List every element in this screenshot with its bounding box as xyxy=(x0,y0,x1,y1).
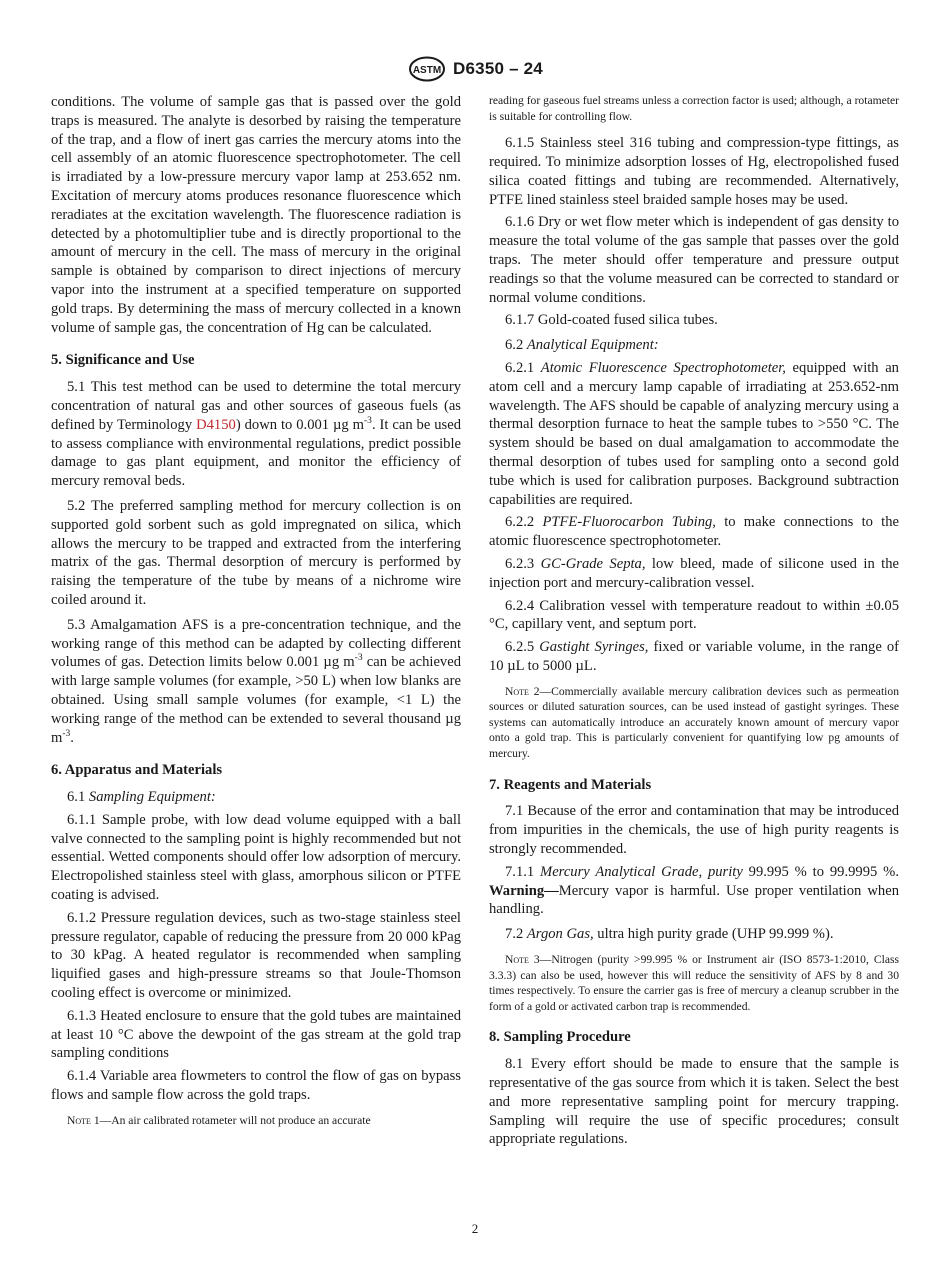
para-7-1-1: 7.1.1 Mercury Analytical Grade, purity 99.995 % to 99.9995 %. Warning—Mercury vapor is harmful. Use proper ventilation when handling. xyxy=(489,863,899,918)
para-6-2: 6.2 Analytical Equipment: xyxy=(505,337,659,354)
document-designation: D6350 – 24 xyxy=(453,59,543,78)
para-6-1-2: 6.1.2 Pressure regulation devices, such as two-stage stainless steel pressure regulator, capable of reducing the pressure from 20 000 kPag to 30 kPag. A heated regulator is recommended when sampling liquified gases and high-pressure streams so that Joule-Thomson cooling effect is overcome or minimized. xyxy=(51,909,461,1002)
para-6-1-7: 6.1.7 Gold-coated fused silica tubes. xyxy=(505,312,718,329)
svg-text:ASTM: ASTM xyxy=(412,65,442,76)
para-7-2: 7.2 Argon Gas, ultra high purity grade (UHP 99.999 %). xyxy=(505,926,834,943)
note-2: Note 2—Commercially available mercury calibration devices such as permeation sources or diluted saturation sources, can be used instead of gastight syringes. These systems can automatically introduce an accurately known amount of mercury vapor onto a gold trap. This is particularly convenient for quantifying low pg amounts of mercury. xyxy=(489,684,899,761)
section-7-heading: 7. Reagents and Materials xyxy=(489,776,652,793)
para-6-1-6: 6.1.6 Dry or wet flow meter which is independent of gas density to measure the total volume of the gas sample that passes over the gold traps. The meter should offer temperature and pressure output readings so that the volume measured can be corrected to standard or normal volume conditions. xyxy=(489,214,899,306)
para-6-1-3: 6.1.3 Heated enclosure to ensure that the gold tubes are maintained at least 10 °C above the dewpoint of the gas stream at the gold trap sampling conditions xyxy=(51,1007,461,1062)
section-8-heading: 8. Sampling Procedure xyxy=(489,1029,631,1046)
right-column xyxy=(489,93,899,1153)
intro-paragraph: conditions. The volume of sample gas that is passed over the gold traps is measured. The analyte is desorbed by raising the temperature of the trap, and a flow of inert gas carries the mercury atoms into the cell assembly of an atomic fluorescence spectrophotometer. The cell is irradiated by a low-pressure mercury vapor lamp at 253.652 nm. Excitation of mercury atoms produces resonance fluorescence which reradiates at the excitation wavelength. The fluorescence radiation is detected by a photomultiplier tube and is directly proportional to the amount of mercury in the cell. The mass of mercury in the original sample is obtained by comparison to direct injections of mercury vapor into the instrument at a specified temperature on supported gold traps. By determining the mass of mercury collected in a known volume of sample gas, the concentration of Hg can be calculated. xyxy=(51,94,461,336)
para-6-1-4: 6.1.4 Variable area flowmeters to control the flow of gas on bypass flows and sample flow across the gold traps. xyxy=(51,1068,461,1104)
astm-logo-icon xyxy=(407,56,447,82)
para-6-2-3: 6.2.3 GC-Grade Septa, low bleed, made of silicone used in the injection port and mercury-calibration vessel. xyxy=(489,555,899,591)
para-5-3: 5.3 Amalgamation AFS is a pre-concentration technique, and the working range of this method can be adapted by collecting different volumes of gas. Detection limits below 0.001 µg $m^{-3}$ can be achieved with large sample volumes (for example, >50 L) when low blanks are obtained. Using small sample volumes (for example, <1 L) the working range of the method can be extended to several thousand µg $m^{-3}$. xyxy=(51,616,462,746)
note-1-continued: reading for gaseous fuel streams unless a correction factor is used; although, a rotameter is suitable for controlling flow. xyxy=(489,94,899,123)
note-3: Note 3—Nitrogen (purity >99.995 % or Instrument air (ISO 8573-1:2010, Class 3.3.3) can also be used, however this will reduce the sensitivity of AFS by 8 and 30 times respectively. To ensure the carrier gas is free of mercury a cleanup scrubber in the form of a gold or activated carbon trap is recommended. xyxy=(489,953,899,1013)
para-6-2-5: 6.2.5 Gastight Syringes, fixed or variable volume, in the range of 10 µL to 5000 µL. xyxy=(489,639,899,674)
left-column xyxy=(51,93,461,1138)
section-5-heading: 5. Significance and Use xyxy=(51,352,195,369)
para-5-1: 5.1 This test method can be used to determine the total mercury concentration of natural gas and other sources of gaseous fuels (as defined by Terminology D4150) down to 0.001 µg $m^{-3}$. It can be used to assess compliance with environmental regulations, predict possible damage to gas plant equipment, and monitor the efficiency of mercury removal beds. xyxy=(51,379,462,490)
para-6-2-2: 6.2.2 PTFE-Fluorocarbon Tubing, to make connections to the atomic fluorescence spectrophotometer. xyxy=(489,514,899,550)
page-header xyxy=(0,56,950,82)
para-6-1-5: 6.1.5 Stainless steel 316 tubing and compression-type fittings, as required. To minimize adsorption losses of Hg, electropolished fused silica coated fittings and tubing are recommended. Alternatively, PTFE lined stainless steel braided sample hoses may be used. xyxy=(489,135,899,208)
para-6-1: 6.1 Sampling Equipment: xyxy=(67,789,216,806)
note-1: Note 1—An air calibrated rotameter will not produce an accurate xyxy=(67,1113,371,1127)
page-number: 2 xyxy=(471,1221,479,1236)
para-6-1-1: 6.1.1 Sample probe, with low dead volume equipped with a ball valve connected to the sampling point is highly recommended but not essential. Wetted components should offer low adsorption of mercury. Electropolished stainless steel with glass, amorphous silicon or PTFE coating is advised. xyxy=(51,811,461,904)
section-6-heading: 6. Apparatus and Materials xyxy=(51,762,223,779)
para-5-2: 5.2 The preferred sampling method for mercury collection is on supported gold sorbent such as gold impregnated on silica, which allows the mercury to be trapped and extracted from the interfering matrix of the gas. Thermal desorption of mercury is performed by raising the temperature of the tube by means of a nichrome wire coiled around it. xyxy=(51,497,461,608)
para-7-1: 7.1 Because of the error and contamination that may be introduced from impurities in the chemicals, the use of high purity reagents is strongly recommended. xyxy=(489,803,899,858)
para-6-2-4: 6.2.4 Calibration vessel with temperature readout to within ±0.05 °C, capillary vent, and septum port. xyxy=(489,597,899,633)
terminology-link[interactable]: D4150 xyxy=(196,416,236,433)
para-6-2-1: 6.2.1 Atomic Fluorescence Spectrophotometer, equipped with an atom cell and a mercury lamp capable of irradiating at 253.652-nm wavelength. The AFS should be capable of analyzing mercury using a thermal desorption furnace to heat the sample tubes to >550 °C. The system should be based on dual amalgamation to accommodate the thermal desorption of tubes used for sampling onto a second gold tube which is used for calibration purposes. Background subtraction capabilities are required. xyxy=(489,359,899,508)
para-8-1: 8.1 Every effort should be made to ensure that the sample is representative of the gas source from which it is taken. Select the best and more representative sampling point for mercury trapping. Sampling will require the use of specific procedures; consult appropriate regulations. xyxy=(489,1056,899,1148)
